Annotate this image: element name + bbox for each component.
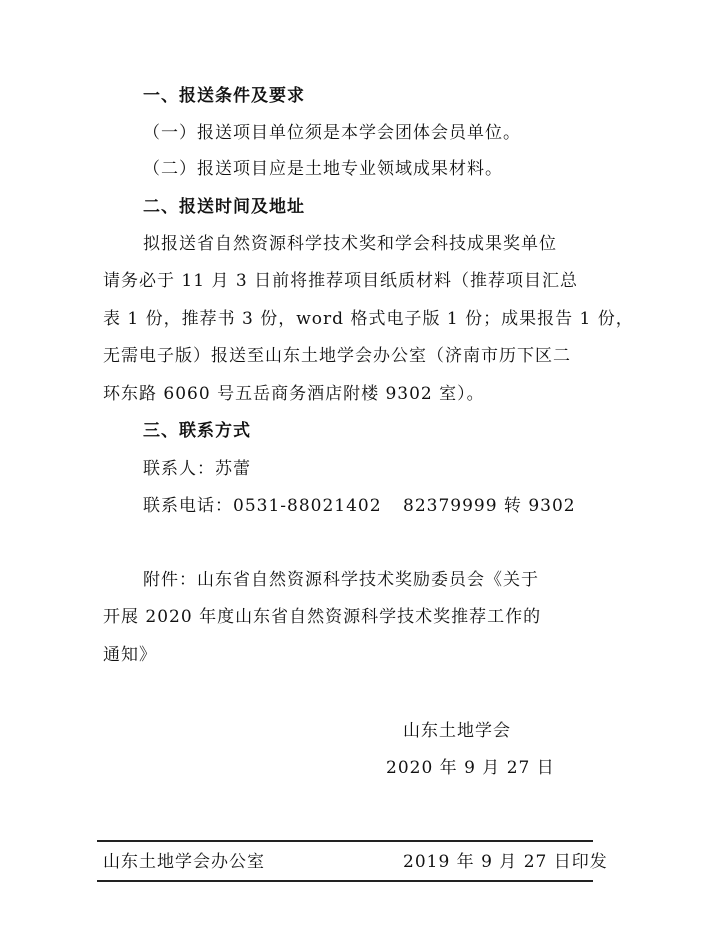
section2-paragraph-line-2: 请务必于 11 月 3 日前将推荐项目纸质材料（推荐项目汇总 — [103, 271, 579, 291]
footer-top-rule — [97, 840, 593, 842]
signature-org: 山东土地学会 — [403, 721, 511, 741]
attachment-line-1: 附件：山东省自然资源科学技术奖励委员会《关于 — [143, 570, 539, 590]
footer-bottom-rule — [97, 880, 593, 882]
section2-paragraph-line-1: 拟报送省自然资源科学技术奖和学会科技成果奖单位 — [143, 234, 557, 254]
section2-paragraph-line-3: 表 1 份，推荐书 3 份，word 格式电子版 1 份；成果报告 1 份， — [103, 309, 634, 329]
section1-item2: （二）报送项目应是土地专业领域成果材料。 — [143, 159, 503, 179]
section3-heading: 三、联系方式 — [143, 421, 251, 441]
contact-phone: 联系电话：0531-88021402 — [143, 496, 382, 516]
section1-heading: 一、报送条件及要求 — [143, 86, 305, 106]
section2-paragraph-line-5: 环东路 6060 号五岳商务酒店附楼 9302 室）。 — [103, 384, 485, 404]
contact-phone-extension: 82379999 转 9302 — [403, 496, 576, 516]
section1-item1: （一）报送项目单位须是本学会团体会员单位。 — [143, 123, 521, 143]
section2-paragraph-line-4: 无需电子版）报送至山东土地学会办公室（济南市历下区二 — [103, 346, 571, 366]
attachment-line-2: 开展 2020 年度山东省自然资源科学技术奖推荐工作的 — [103, 607, 542, 627]
signature-date: 2020 年 9 月 27 日 — [386, 758, 555, 778]
section2-heading: 二、报送时间及地址 — [143, 197, 305, 217]
footer-office: 山东土地学会办公室 — [103, 852, 265, 872]
contact-person: 联系人：苏蕾 — [143, 459, 251, 479]
attachment-line-3: 通知》 — [103, 645, 157, 665]
footer-print-date: 2019 年 9 月 27 日印发 — [403, 852, 608, 872]
